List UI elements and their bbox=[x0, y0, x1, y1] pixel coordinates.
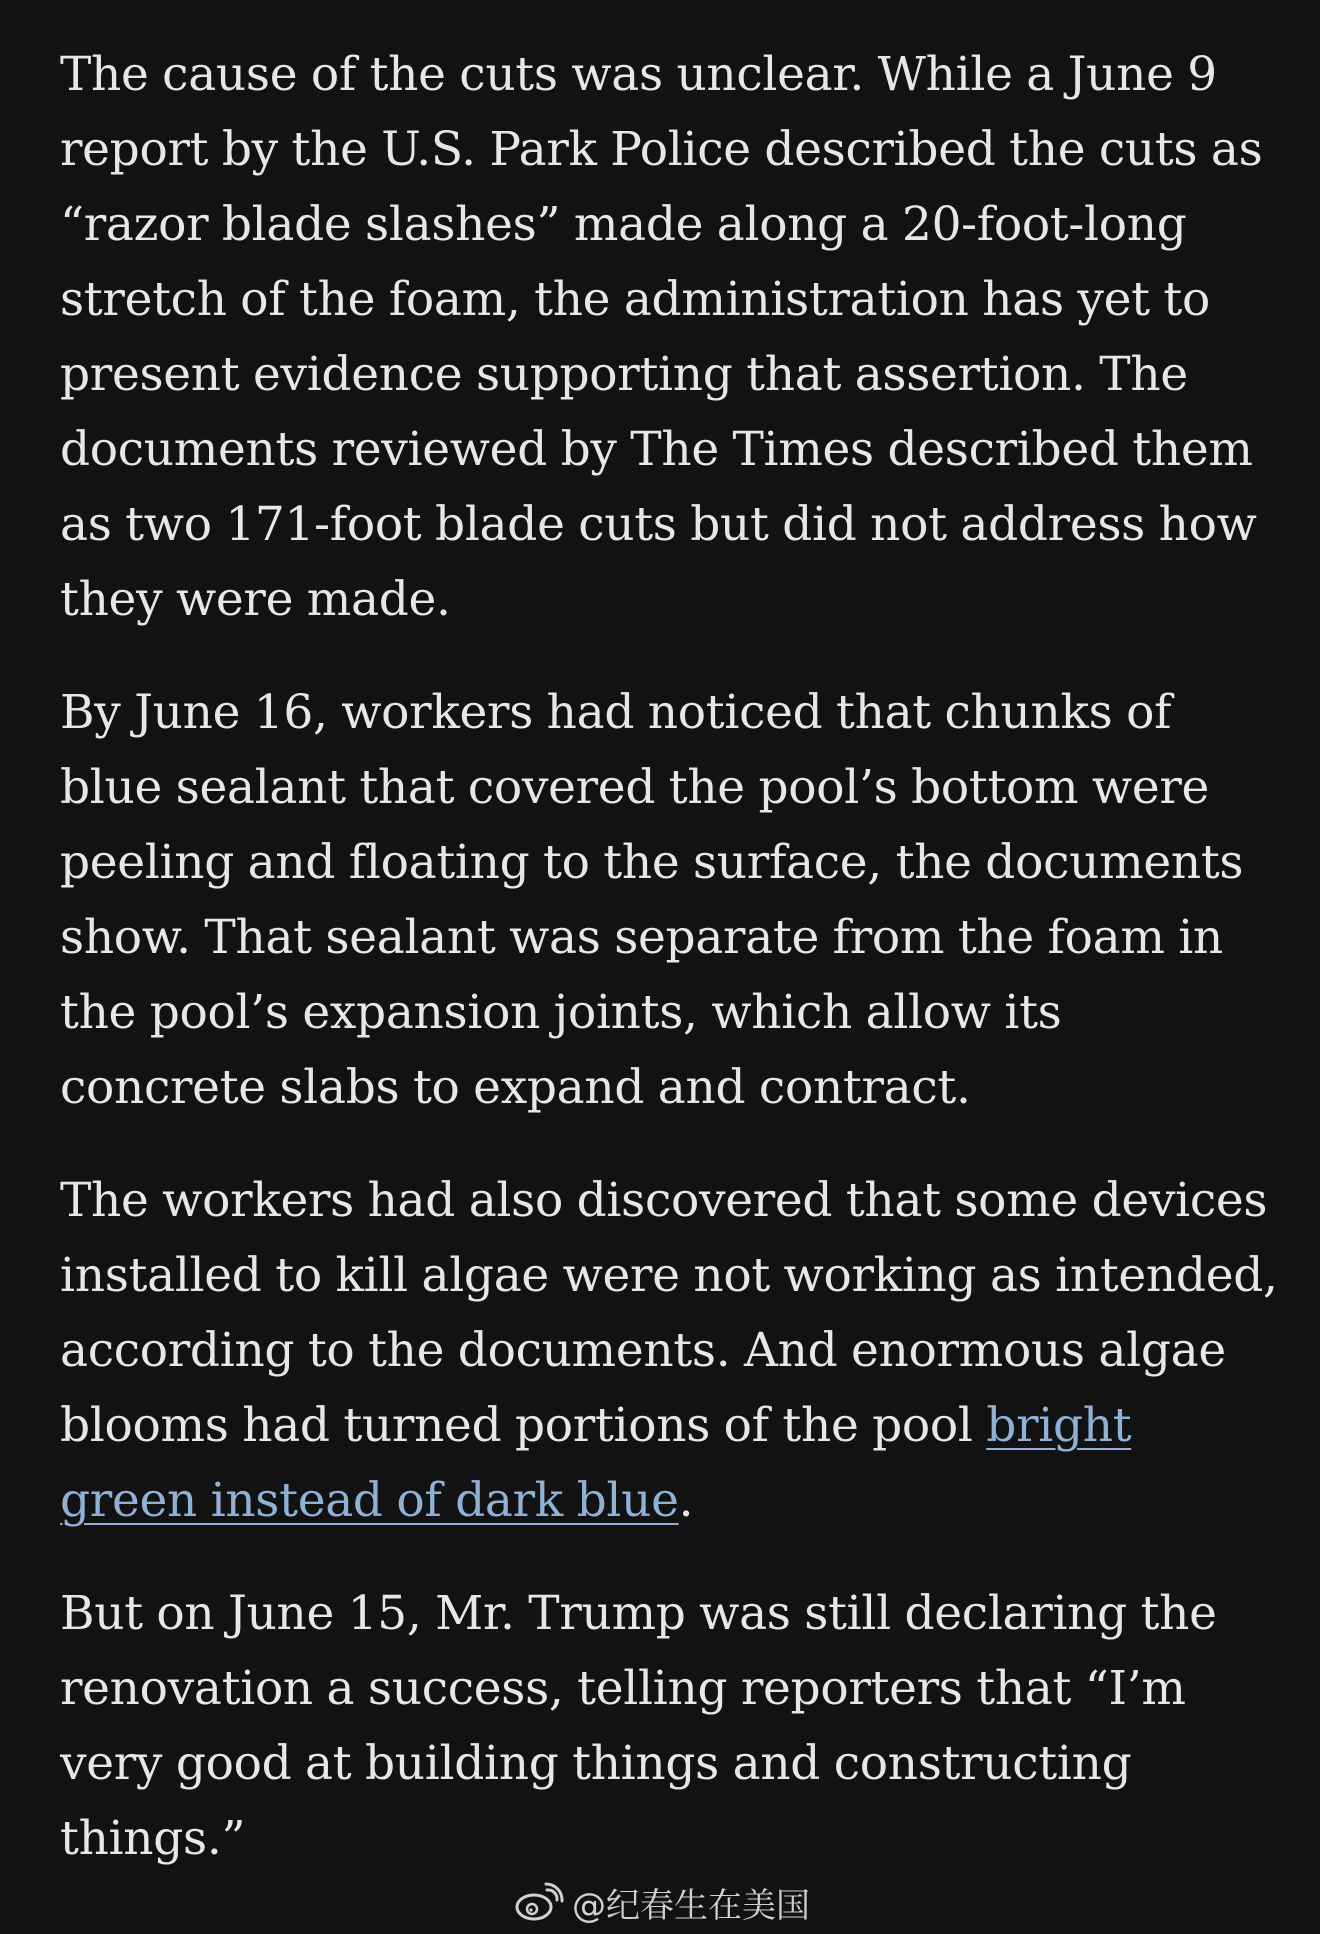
paragraph-3-text-after: . bbox=[678, 1473, 694, 1528]
article-body bbox=[60, 37, 1280, 1914]
paragraph-1: The cause of the cuts was unclear. While a June 9 report by the U.S. Park Police described the cuts as “razor blade slashes” made along a 20-foot-long stretch of the foam, the administration has yet to present evidence supporting that assertion. The documents reviewed by The Times described them as two 171-foot blade cuts but did not address how they were made. bbox=[60, 47, 1263, 627]
watermark-handle: @纪春生在美国 bbox=[572, 1885, 810, 1926]
weibo-icon bbox=[514, 1882, 564, 1922]
paragraph-3-text-before: The workers had also discovered that some devices installed to kill algae were not working as intended, according to the documents. And enormous algae blooms had turned portions of the pool bbox=[60, 1173, 1278, 1453]
paragraph-3 bbox=[60, 1163, 1280, 1538]
algae-bloom-link[interactable]: bright green instead of dark blue bbox=[60, 1398, 1132, 1528]
weibo-watermark bbox=[514, 1874, 810, 1930]
paragraph-4: But on June 15, Mr. Trump was still declaring the renovation a success, telling reporters that “I’m very good at building things and constructing things.” bbox=[60, 1586, 1217, 1866]
paragraph-2: By June 16, workers had noticed that chunks of blue sealant that covered the pool’s bottom were peeling and floating to the surface, the documents show. That sealant was separate from the foam in the pool’s expansion joints, which allow its concrete slabs to expand and contract. bbox=[60, 685, 1244, 1115]
